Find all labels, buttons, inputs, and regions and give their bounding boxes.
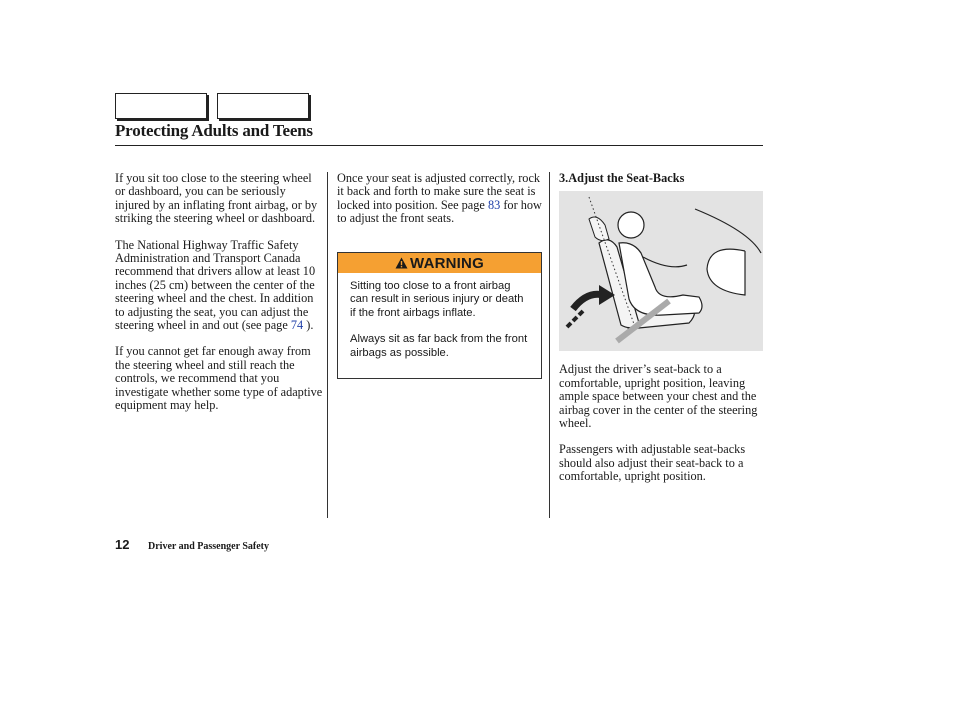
section-heading: 3.Adjust the Seat-Backs bbox=[559, 171, 685, 185]
warning-body bbox=[338, 273, 541, 360]
col3-paragraph-2: Passengers with adjustable seat-backs should also adjust their seat-back to a comfortable, upright position. bbox=[559, 442, 746, 484]
nav-box-1[interactable] bbox=[115, 93, 207, 119]
warning-triangle-icon bbox=[395, 257, 408, 269]
column-2 bbox=[337, 172, 542, 239]
column-divider-1 bbox=[327, 172, 328, 518]
page-83-link[interactable]: 83 bbox=[487, 197, 501, 212]
col1-paragraph-2-end: ). bbox=[306, 318, 314, 333]
column-3 bbox=[559, 172, 763, 497]
page-74-link[interactable]: 74 bbox=[290, 318, 304, 333]
warning-box bbox=[337, 252, 542, 379]
title-rule bbox=[115, 145, 763, 146]
col3-paragraph-1: Adjust the driver’s seat-back to a comfortable, upright position, leaving ample space between your chest and the airbag cover in the center of the steering wheel. bbox=[559, 362, 758, 431]
col2-paragraph-1 bbox=[337, 172, 542, 226]
nav-box-2[interactable] bbox=[217, 93, 309, 119]
col1-paragraph-1: If you sit too close to the steering wheel or dashboard, you can be seriously injured by an inflating front airbag, or by striking the steering wheel or dashboard. bbox=[115, 171, 318, 226]
footer-section-title: Driver and Passenger Safety bbox=[148, 541, 270, 552]
page-title: Protecting Adults and Teens bbox=[115, 121, 313, 140]
col2-paragraph-1-text: Once your seat is adjusted correctly, rock it back and forth to make sure the seat is locked into position. See page bbox=[337, 171, 541, 212]
warning-line-2: Always sit as far back from the front airbags as possible. bbox=[350, 333, 528, 359]
warning-line-1: Sitting too close to a front airbag can result in serious injury or death if the front airbags inflate. bbox=[350, 280, 524, 319]
col1-paragraph-2 bbox=[115, 239, 323, 333]
warning-label: WARNING bbox=[410, 254, 484, 272]
col1-paragraph-3: If you cannot get far enough away from the steering wheel and still reach the controls, we recommend that you investigate whether some type of adaptive equipment may help. bbox=[115, 344, 323, 413]
page-number: 12 bbox=[115, 537, 130, 552]
column-divider-2 bbox=[549, 172, 550, 518]
col2-paragraph-1-end: for how to adjust the front seats. bbox=[337, 197, 542, 226]
column-1 bbox=[115, 172, 323, 426]
seat-back-adjustment-illustration bbox=[559, 191, 763, 351]
col1-paragraph-2-text: The National Highway Traffic Safety Administration and Transport Canada recommend that drivers allow at least 10 inches (25 cm) between the center of the steering wheel and the chest. In addition to adjusting the seat, you can adjust the steering wheel in and out (see page bbox=[115, 237, 316, 333]
warning-header bbox=[338, 253, 541, 273]
